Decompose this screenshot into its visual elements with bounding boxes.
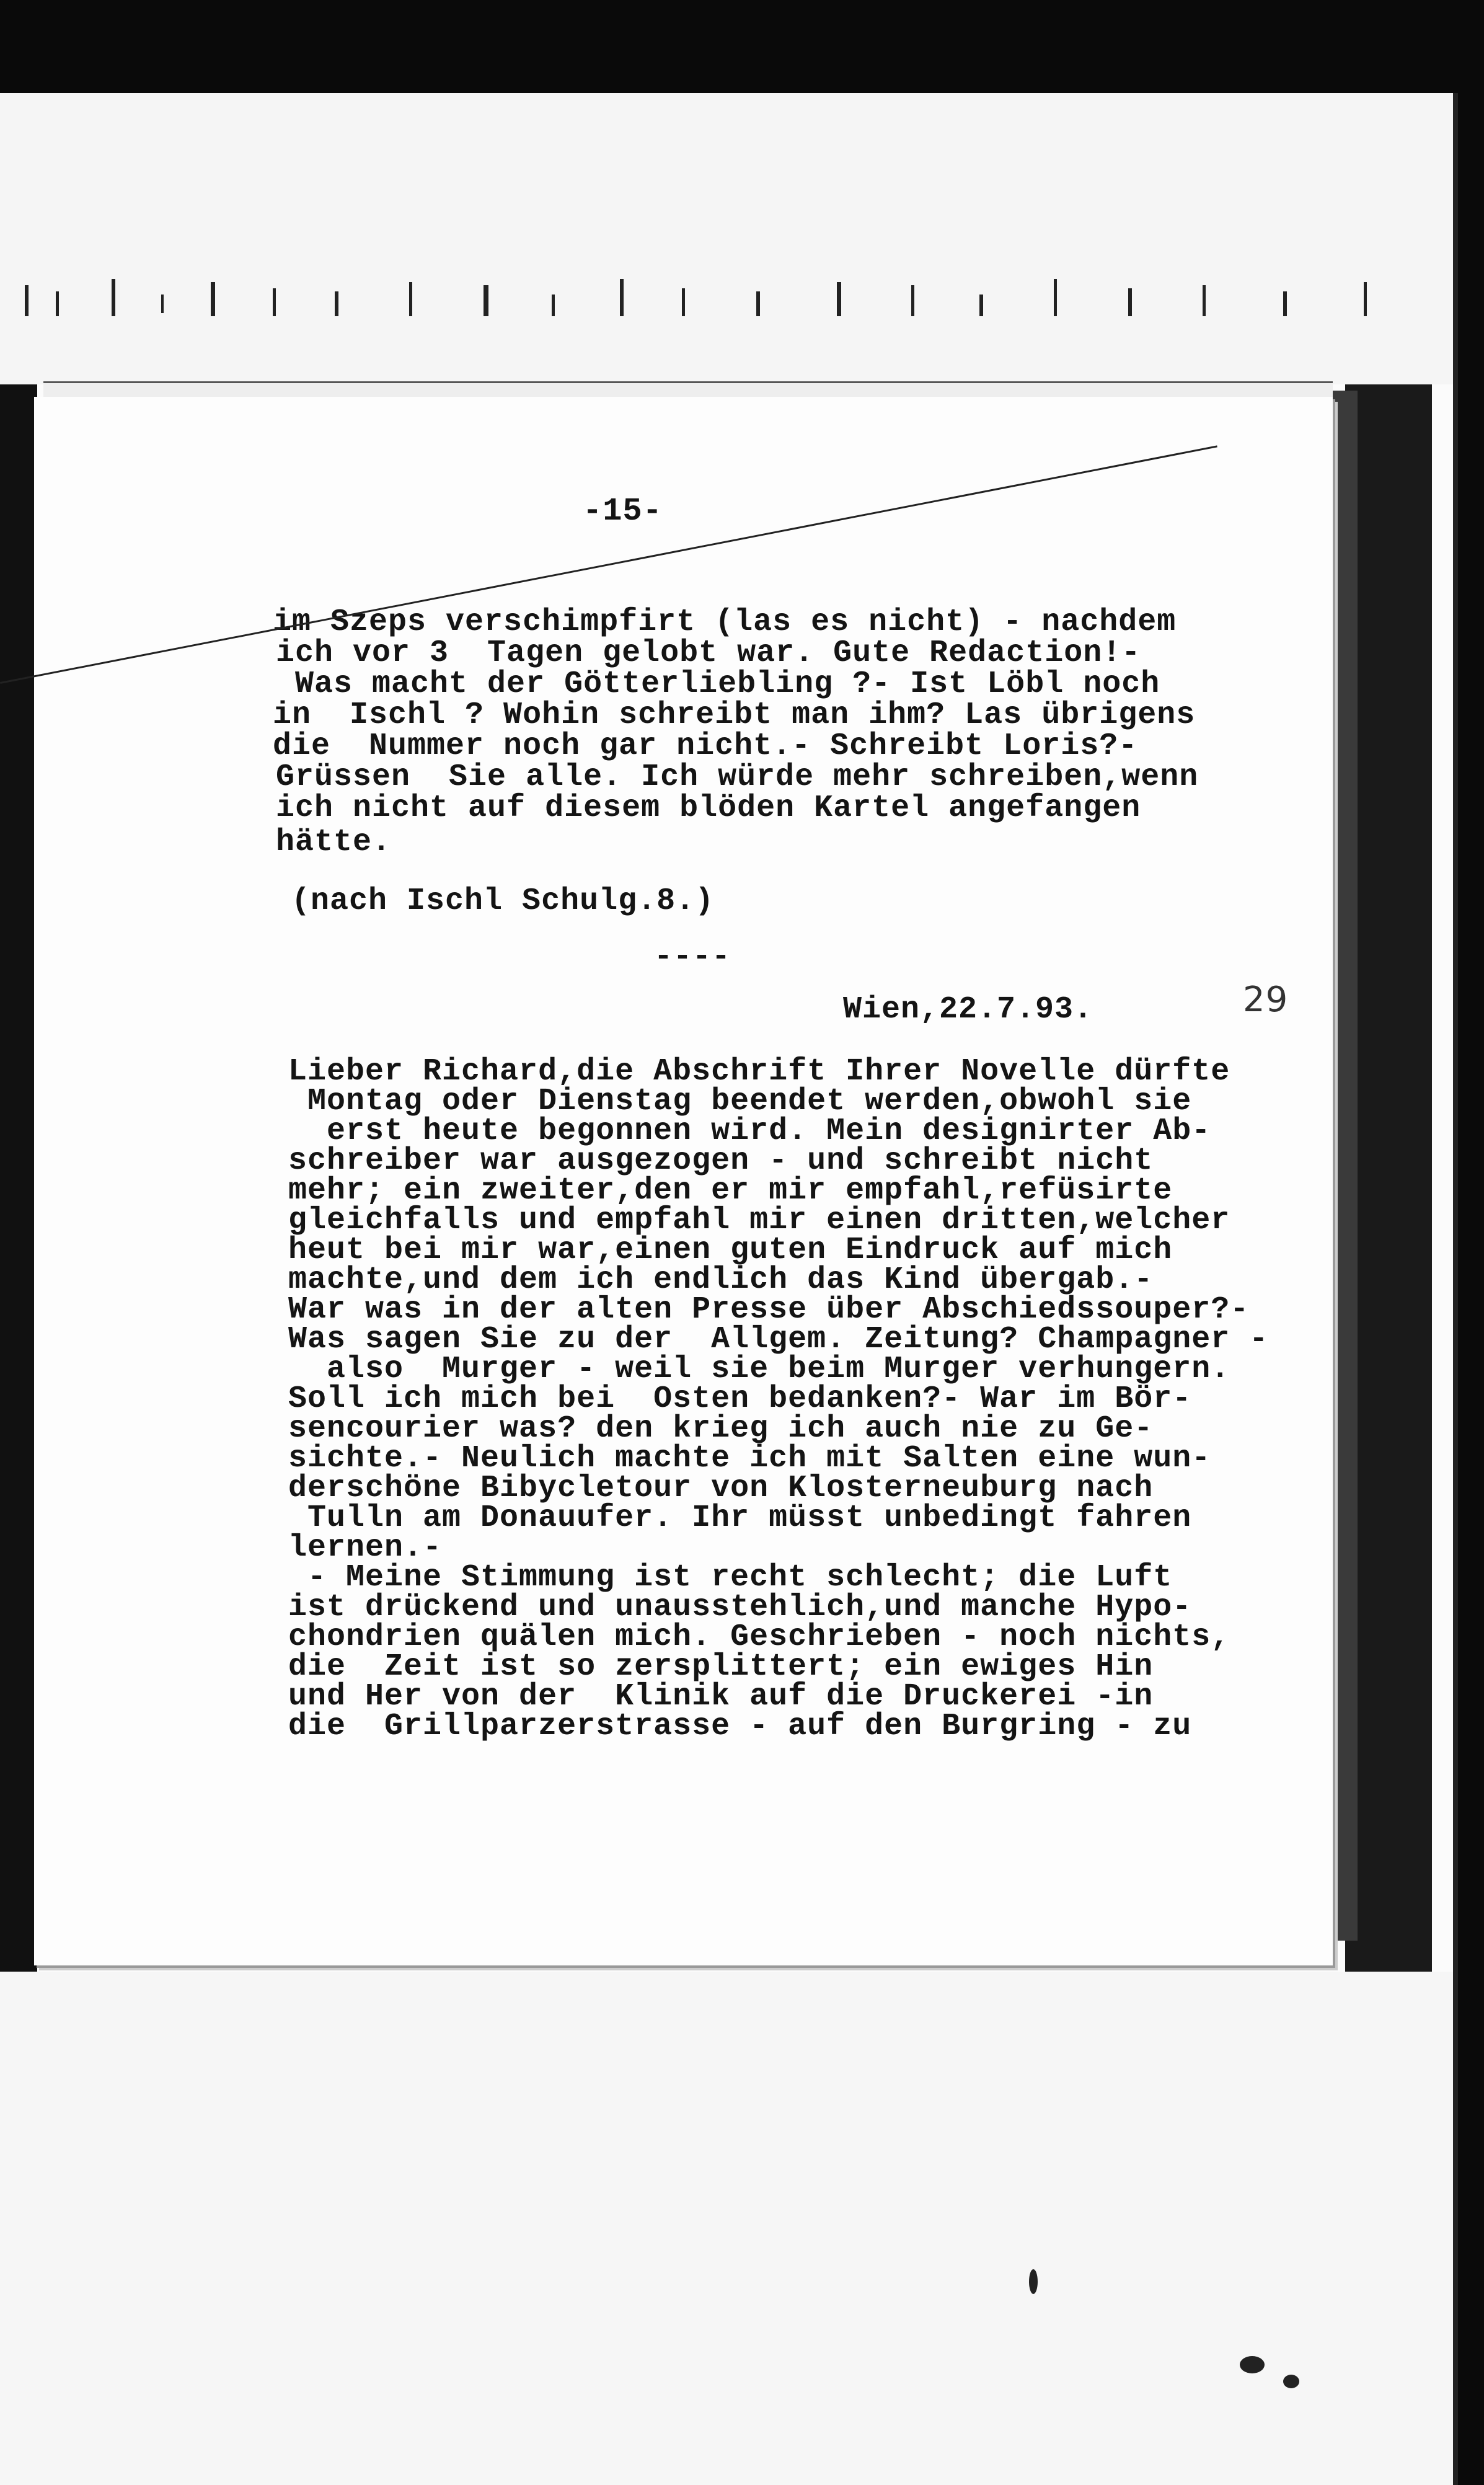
ink-smudge	[1029, 2269, 1038, 2294]
text-line: die Nummer noch gar nicht.- Schreibt Loris?-	[273, 729, 1138, 764]
text-line: sichte.- Neulich machte ich mit Salten eine wun-	[288, 1441, 1211, 1476]
page-number: -15-	[583, 493, 663, 529]
text-line: Lieber Richard,die Abschrift Ihrer Novelle dürfte	[288, 1054, 1230, 1089]
text-line: im Szeps verschimpfirt (las es nicht) - nachdem	[273, 605, 1177, 640]
text-line: ist drückend und unausstehlich,und manche Hypo-	[288, 1590, 1192, 1625]
text-line: sencourier was? den krieg ich auch nie zu Ge-	[288, 1411, 1154, 1446]
text-line: hätte.	[276, 825, 392, 860]
film-border-right-inner	[1453, 93, 1458, 2485]
text-line: War was in der alten Presse über Abschiedssouper?-	[288, 1292, 1250, 1327]
text-line: chondrien quälen mich. Geschrieben - noch nichts,	[288, 1619, 1230, 1655]
film-border-top	[0, 0, 1484, 93]
text-line: Soll ich mich bei Osten bedanken?- War im Bör-	[288, 1381, 1192, 1417]
text-line: Grüssen Sie alle. Ich würde mehr schreiben,wenn	[276, 760, 1199, 795]
text-line: schreiber war ausgezogen - und schreibt nicht	[288, 1143, 1154, 1179]
text-line: gleichfalls und empfahl mir einen dritten,welcher	[288, 1203, 1230, 1238]
strip-ink-marks	[12, 273, 1438, 329]
film-border-right	[1458, 0, 1484, 2485]
text-line: die Zeit ist so zersplittert; ein ewiges Hin	[288, 1649, 1154, 1685]
address-note: (nach Ischl Schulg.8.)	[291, 884, 715, 919]
page-stack-edges	[1333, 391, 1358, 1941]
text-line: derschöne Bibycletour von Klosterneuburg nach	[288, 1471, 1154, 1506]
text-line: mehr; ein zweiter,den er mir empfahl,refüsirte	[288, 1173, 1173, 1208]
text-line: und Her von der Klinik auf die Druckerei -in	[288, 1679, 1154, 1714]
text-line: lernen.-	[288, 1530, 443, 1566]
archive-number: 29	[1243, 980, 1289, 1020]
ink-smudge	[1283, 2375, 1299, 2388]
text-line: Montag oder Dienstag beendet werden,obwohl sie	[288, 1084, 1192, 1119]
text-line: erst heute begonnen wird. Mein designirter Ab-	[288, 1114, 1211, 1149]
text-line: die Grillparzerstrasse - auf den Burgring - zu	[288, 1709, 1192, 1744]
previous-frame-strip	[0, 93, 1453, 384]
text-line: Tulln am Donauufer. Ihr müsst unbedingt fahren	[288, 1500, 1192, 1536]
text-line: machte,und dem ich endlich das Kind übergab.-	[288, 1262, 1154, 1298]
text-line: - Meine Stimmung ist recht schlecht; die Luft	[288, 1560, 1173, 1595]
separator: ----	[654, 939, 731, 975]
text-line: ich nicht auf diesem blöden Kartel angefangen	[276, 791, 1141, 826]
ink-smudge	[1240, 2356, 1265, 2373]
text-line: also Murger - weil sie beim Murger verhungern.	[288, 1352, 1230, 1387]
text-line: Was macht der Götterliebling ?- Ist Löbl noch	[276, 667, 1160, 702]
left-dark-margin	[0, 384, 37, 2009]
lower-blank-area	[0, 1972, 1453, 2485]
text-line: ich vor 3 Tagen gelobt war. Gute Redaction!-	[276, 636, 1141, 671]
text-line: heut bei mir war,einen guten Eindruck auf mich	[288, 1233, 1173, 1268]
text-line: Was sagen Sie zu der Allgem. Zeitung? Champagner -	[288, 1322, 1269, 1357]
page-stack-shadow	[1345, 384, 1432, 1972]
dateline: Wien,22.7.93.	[843, 992, 1093, 1027]
text-line: in Ischl ? Wohin schreibt man ihm? Las übrigens	[273, 698, 1196, 733]
